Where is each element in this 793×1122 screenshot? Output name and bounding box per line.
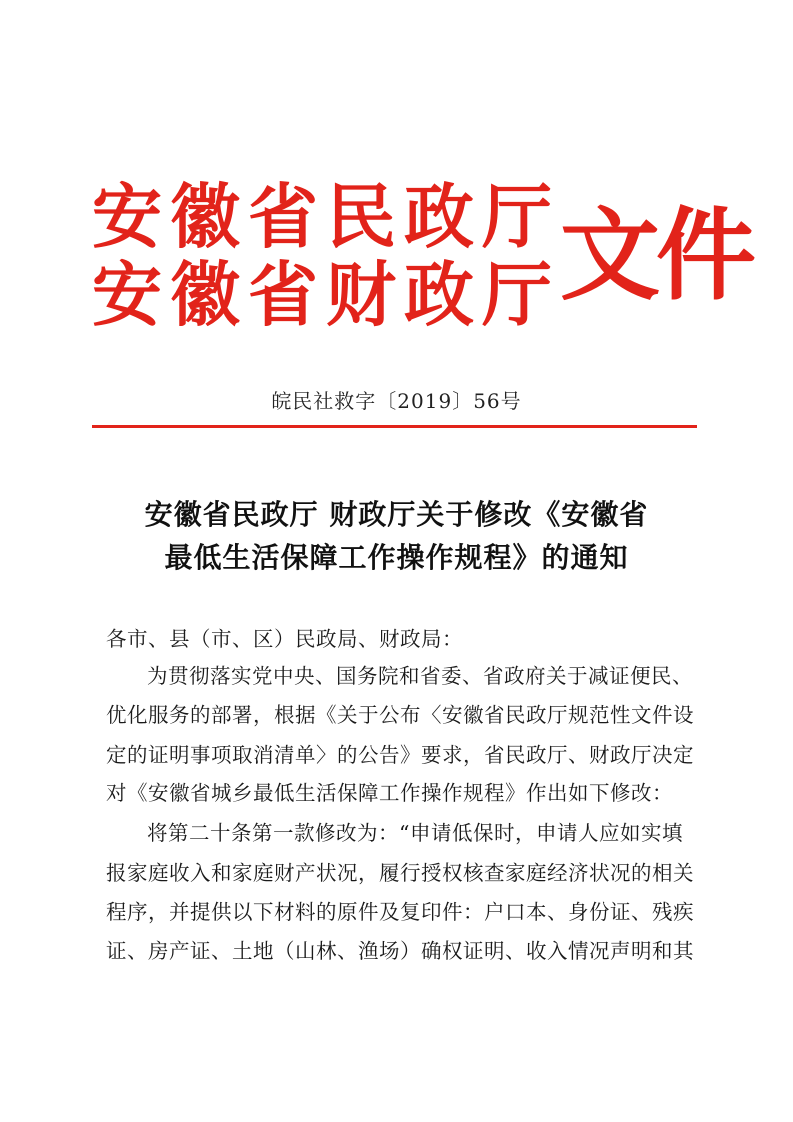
notice-title-line-1: 安徽省民政厅 财政厅关于修改《安徽省 bbox=[144, 498, 649, 531]
paragraph-1-line-4: 对《安徽省城乡最低生活保障工作操作规程》作出如下修改： bbox=[106, 781, 673, 805]
salutation: 各市、县（市、区）民政局、财政局： bbox=[106, 627, 463, 651]
paragraph-2-line-3: 程序，并提供以下材料的原件及复印件：户口本、身份证、残疾 bbox=[106, 900, 694, 924]
issuer-civil-affairs: 安徽省民政厅 bbox=[92, 175, 560, 258]
red-divider-line bbox=[92, 425, 697, 428]
paragraph-2-line-2: 报家庭收入和家庭财产状况，履行授权核查家庭经济状况的相关 bbox=[106, 861, 694, 885]
paragraph-1-line-1: 为贯彻落实党中央、国务院和省委、省政府关于减证便民、 bbox=[147, 664, 693, 688]
paragraph-1-line-3: 定的证明事项取消清单〉的公告》要求，省民政厅、财政厅决定 bbox=[106, 743, 694, 767]
paragraph-2-line-1: 将第二十条第一款修改为：“申请低保时，申请人应如实填 bbox=[147, 821, 683, 845]
document-word: 文件 bbox=[560, 196, 752, 314]
document-number: 皖民社救字〔2019〕56号 bbox=[271, 389, 522, 413]
notice-title-line-2: 最低生活保障工作操作规程》的通知 bbox=[164, 541, 629, 574]
paragraph-2-line-4: 证、房产证、土地（山林、渔场）确权证明、收入情况声明和其 bbox=[106, 939, 694, 963]
document-header bbox=[92, 175, 752, 338]
issuer-finance: 安徽省财政厅 bbox=[92, 253, 560, 336]
paragraph-1-line-2: 优化服务的部署，根据《关于公布〈安徽省民政厅规范性文件设 bbox=[106, 703, 694, 727]
